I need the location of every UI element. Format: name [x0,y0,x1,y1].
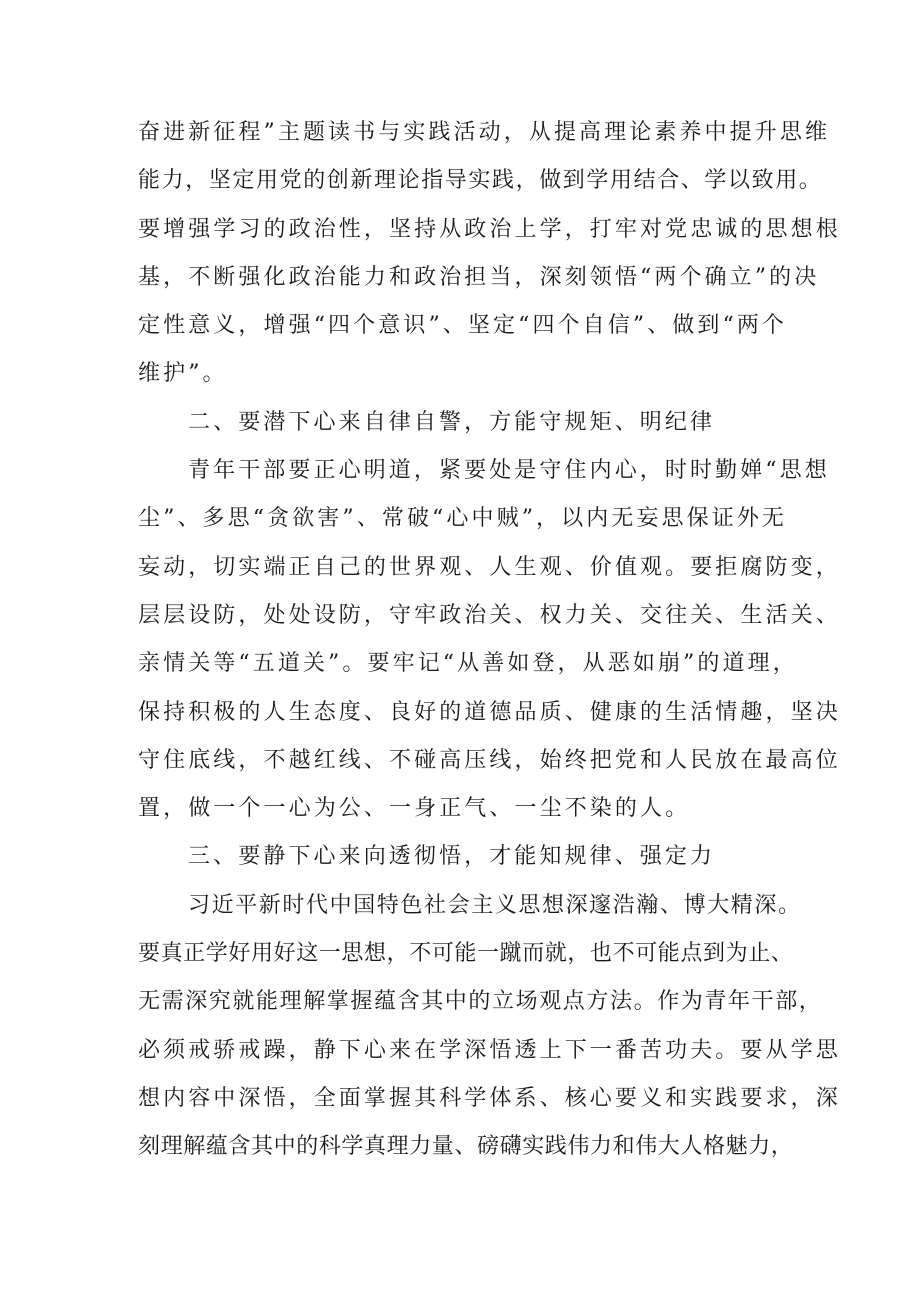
text-line: 妄动，切实端正自己的世界观、人生观、价值观。要拒腐防变， [138,554,841,580]
text-line: 习近平新时代中国特色社会主义思想深邃浩瀚、博大精深。 [188,892,802,918]
text-line: 刻理解蕴含其中的科学真理力量、磅礴实践伟力和伟大人格魅力， [138,1134,794,1160]
text-line: 亲情关等“五道关”。要牢记“从善如登，从恶如崩”的道理， [138,651,798,677]
text-line: 置，做一个一心为公、一身正气、一尘不染的人。 [138,796,691,822]
text-line: 要增强学习的政治性，坚持从政治上学，打牢对党忠诚的思想根 [138,216,841,242]
text-line: 保持积极的人生态度、良好的道德品质、健康的生活情趣，坚决 [138,699,841,725]
text-line: 维护”。 [138,361,228,387]
text-line: 尘”、多思“贪欲害”、常破“心中贼”，以内无妄思保证外无 [138,506,788,532]
text-line: 无需深究就能理解掌握蕴含其中的立场观点方法。作为青年干部， [138,989,823,1015]
section-heading: 三、要静下心来向透彻悟，才能知规律、强定力 [188,844,716,870]
text-line: 定性意义，增强“四个意识”、坚定“四个自信”、做到“两个 [138,313,788,339]
section-heading: 二、要潜下心来自律自警，方能守规矩、明纪律 [188,409,716,435]
body-text [138,109,841,1172]
text-line: 要真正学好用好这一思想，不可能一蹴而就，也不可能点到为止、 [138,941,794,967]
text-line: 基，不断强化政治能力和政治担当，深刻领悟“两个确立”的决 [138,264,820,290]
text-line: 奋进新征程”主题读书与实践活动，从提高理论素养中提升思维 [138,120,831,145]
text-line: 能力，坚定用党的创新理论指导实践，做到学用结合、学以致用。 [138,168,823,194]
text-line: 必须戒骄戒躁，静下心来在学深悟透上下一番苦功夫。要从学思 [138,1037,841,1063]
text-line: 层层设防，处处设防，守牢政治关、权力关、交往关、生活关、 [138,602,841,628]
text-line: 青年干部要正心明道，紧要处是守住内心，时时勤婵“思想 [188,458,830,484]
text-line: 守住底线，不越红线、不碰高压线，始终把党和人民放在最高位 [138,747,841,773]
text-line: 想内容中深悟，全面掌握其科学体系、核心要义和实践要求，深 [138,1085,841,1111]
